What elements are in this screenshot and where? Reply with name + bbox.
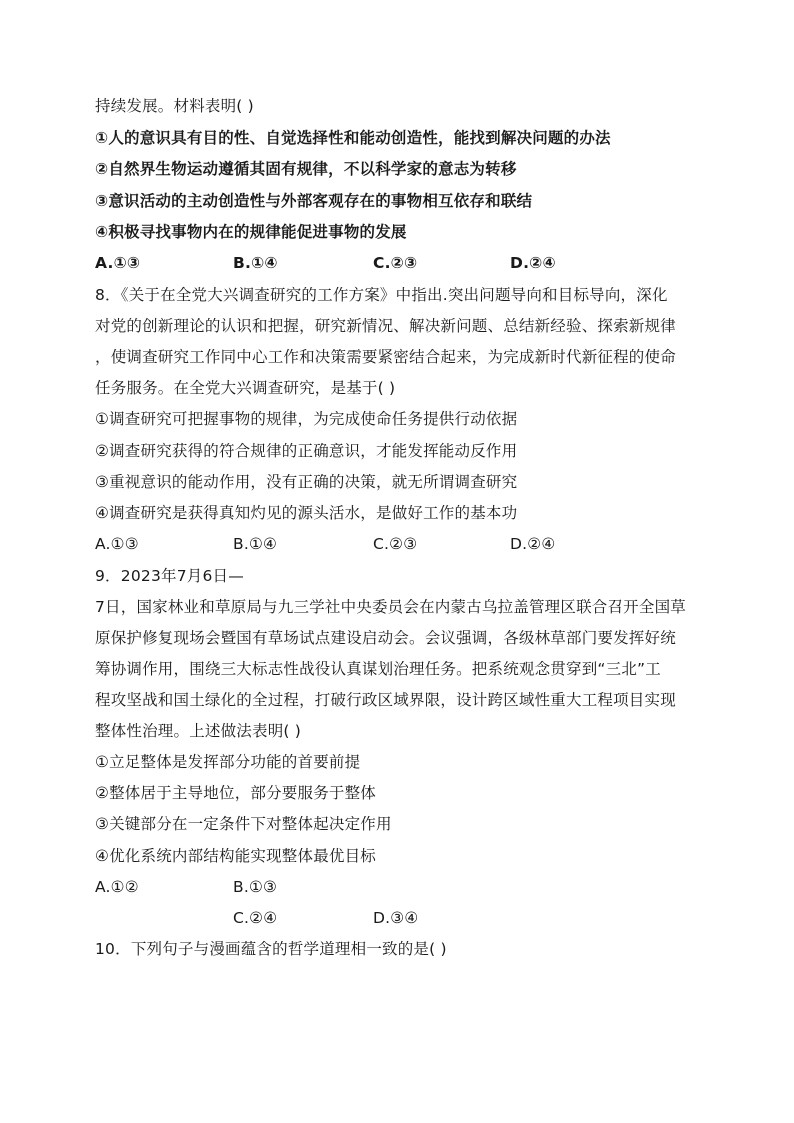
q8-option-d[interactable]: D.②④ (510, 535, 556, 553)
q9-stem-line-5: 程攻坚战和国土绿化的全过程，打破行政区域界限，设计跨区域性重大工程项目实现 (95, 691, 676, 709)
q8-statement-3: ③重视意识的能动作用，没有正确的决策，就无所谓调查研究 (95, 473, 518, 491)
q9-option-c[interactable]: C.②④ (233, 909, 278, 927)
q9-option-d[interactable]: D.③④ (373, 909, 419, 927)
q9-option-b[interactable]: B.①③ (233, 878, 278, 896)
q7-option-b[interactable]: B.①④ (233, 254, 278, 272)
q7-option-a[interactable]: A.①③ (95, 254, 141, 272)
q9-statement-2: ②整体居于主导地位，部分要服务于整体 (95, 784, 376, 802)
q8-option-b[interactable]: B.①④ (233, 535, 278, 553)
q9-stem-line-6: 整体性治理。上述做法表明( ) (95, 722, 302, 740)
q7-option-c[interactable]: C.②③ (373, 254, 418, 272)
q7-statement-4: ④积极寻找事物内在的规律能促进事物的发展 (95, 223, 407, 241)
q8-options (95, 534, 695, 554)
q9-stem-line-4: 筹协调作用，围绕三大标志性战役认真谋划治理任务。把系统观念贯穿到“三北”工 (95, 660, 661, 678)
q8-stem-line-1: 8．《关于在全党大兴调查研究的工作方案》中指出.突出问题导向和目标导向，深化 (95, 286, 668, 304)
q8-statement-1: ①调查研究可把握事物的规律，为完成使命任务提供行动依据 (95, 410, 518, 428)
q7-options (95, 253, 695, 273)
q9-options-row-1 (95, 877, 695, 897)
q9-stem-line-1: 9．2023年7月6日— (95, 567, 244, 585)
q10-stem-line-1: 10．下列句子与漫画蕴含的哲学道理相一致的是( ) (95, 940, 447, 958)
q8-stem-line-4: 任务服务。在全党大兴调查研究，是基于( ) (95, 379, 396, 397)
q8-statement-4: ④调查研究是获得真知灼见的源头活水，是做好工作的基本功 (95, 504, 518, 522)
q9-stem-line-3: 原保护修复现场会暨国有草场试点建设启动会。会议强调，各级林草部门要发挥好统 (95, 629, 676, 647)
q7-option-d[interactable]: D.②④ (510, 254, 556, 272)
q9-stem-line-2: 7日，国家林业和草原局与九三学社中央委员会在内蒙古乌拉盖管理区联合召开全国草 (95, 598, 686, 616)
q9-statement-3: ③关键部分在一定条件下对整体起决定作用 (95, 815, 392, 833)
q9-statement-1: ①立足整体是发挥部分功能的首要前提 (95, 753, 361, 771)
q8-statement-2: ②调查研究获得的符合规律的正确意识，才能发挥能动反作用 (95, 442, 518, 460)
q9-statement-4: ④优化系统内部结构能实现整体最优目标 (95, 847, 376, 865)
q7-stem-end: 持续发展。材料表明( ) (95, 97, 254, 115)
q7-statement-1: ①人的意识具有目的性、自觉选择性和能动创造性，能找到解决问题的办法 (95, 129, 611, 147)
q7-statement-2: ②自然界生物运动遵循其固有规律，不以科学家的意志为转移 (95, 160, 517, 178)
q8-stem-line-2: 对党的创新理论的认识和把握，研究新情况、解决新问题、总结新经验、探索新规律 (95, 317, 676, 335)
q9-option-a[interactable]: A.①② (95, 878, 139, 896)
q7-statement-3: ③意识活动的主动创造性与外部客观存在的事物相互依存和联结 (95, 192, 533, 210)
q8-stem-line-3: ，使调查研究工作同中心工作和决策需要紧密结合起来，为完成新时代新征程的使命 (95, 348, 676, 366)
q8-option-c[interactable]: C.②③ (373, 535, 418, 553)
q9-options-row-2 (95, 908, 695, 928)
q8-option-a[interactable]: A.①③ (95, 535, 139, 553)
